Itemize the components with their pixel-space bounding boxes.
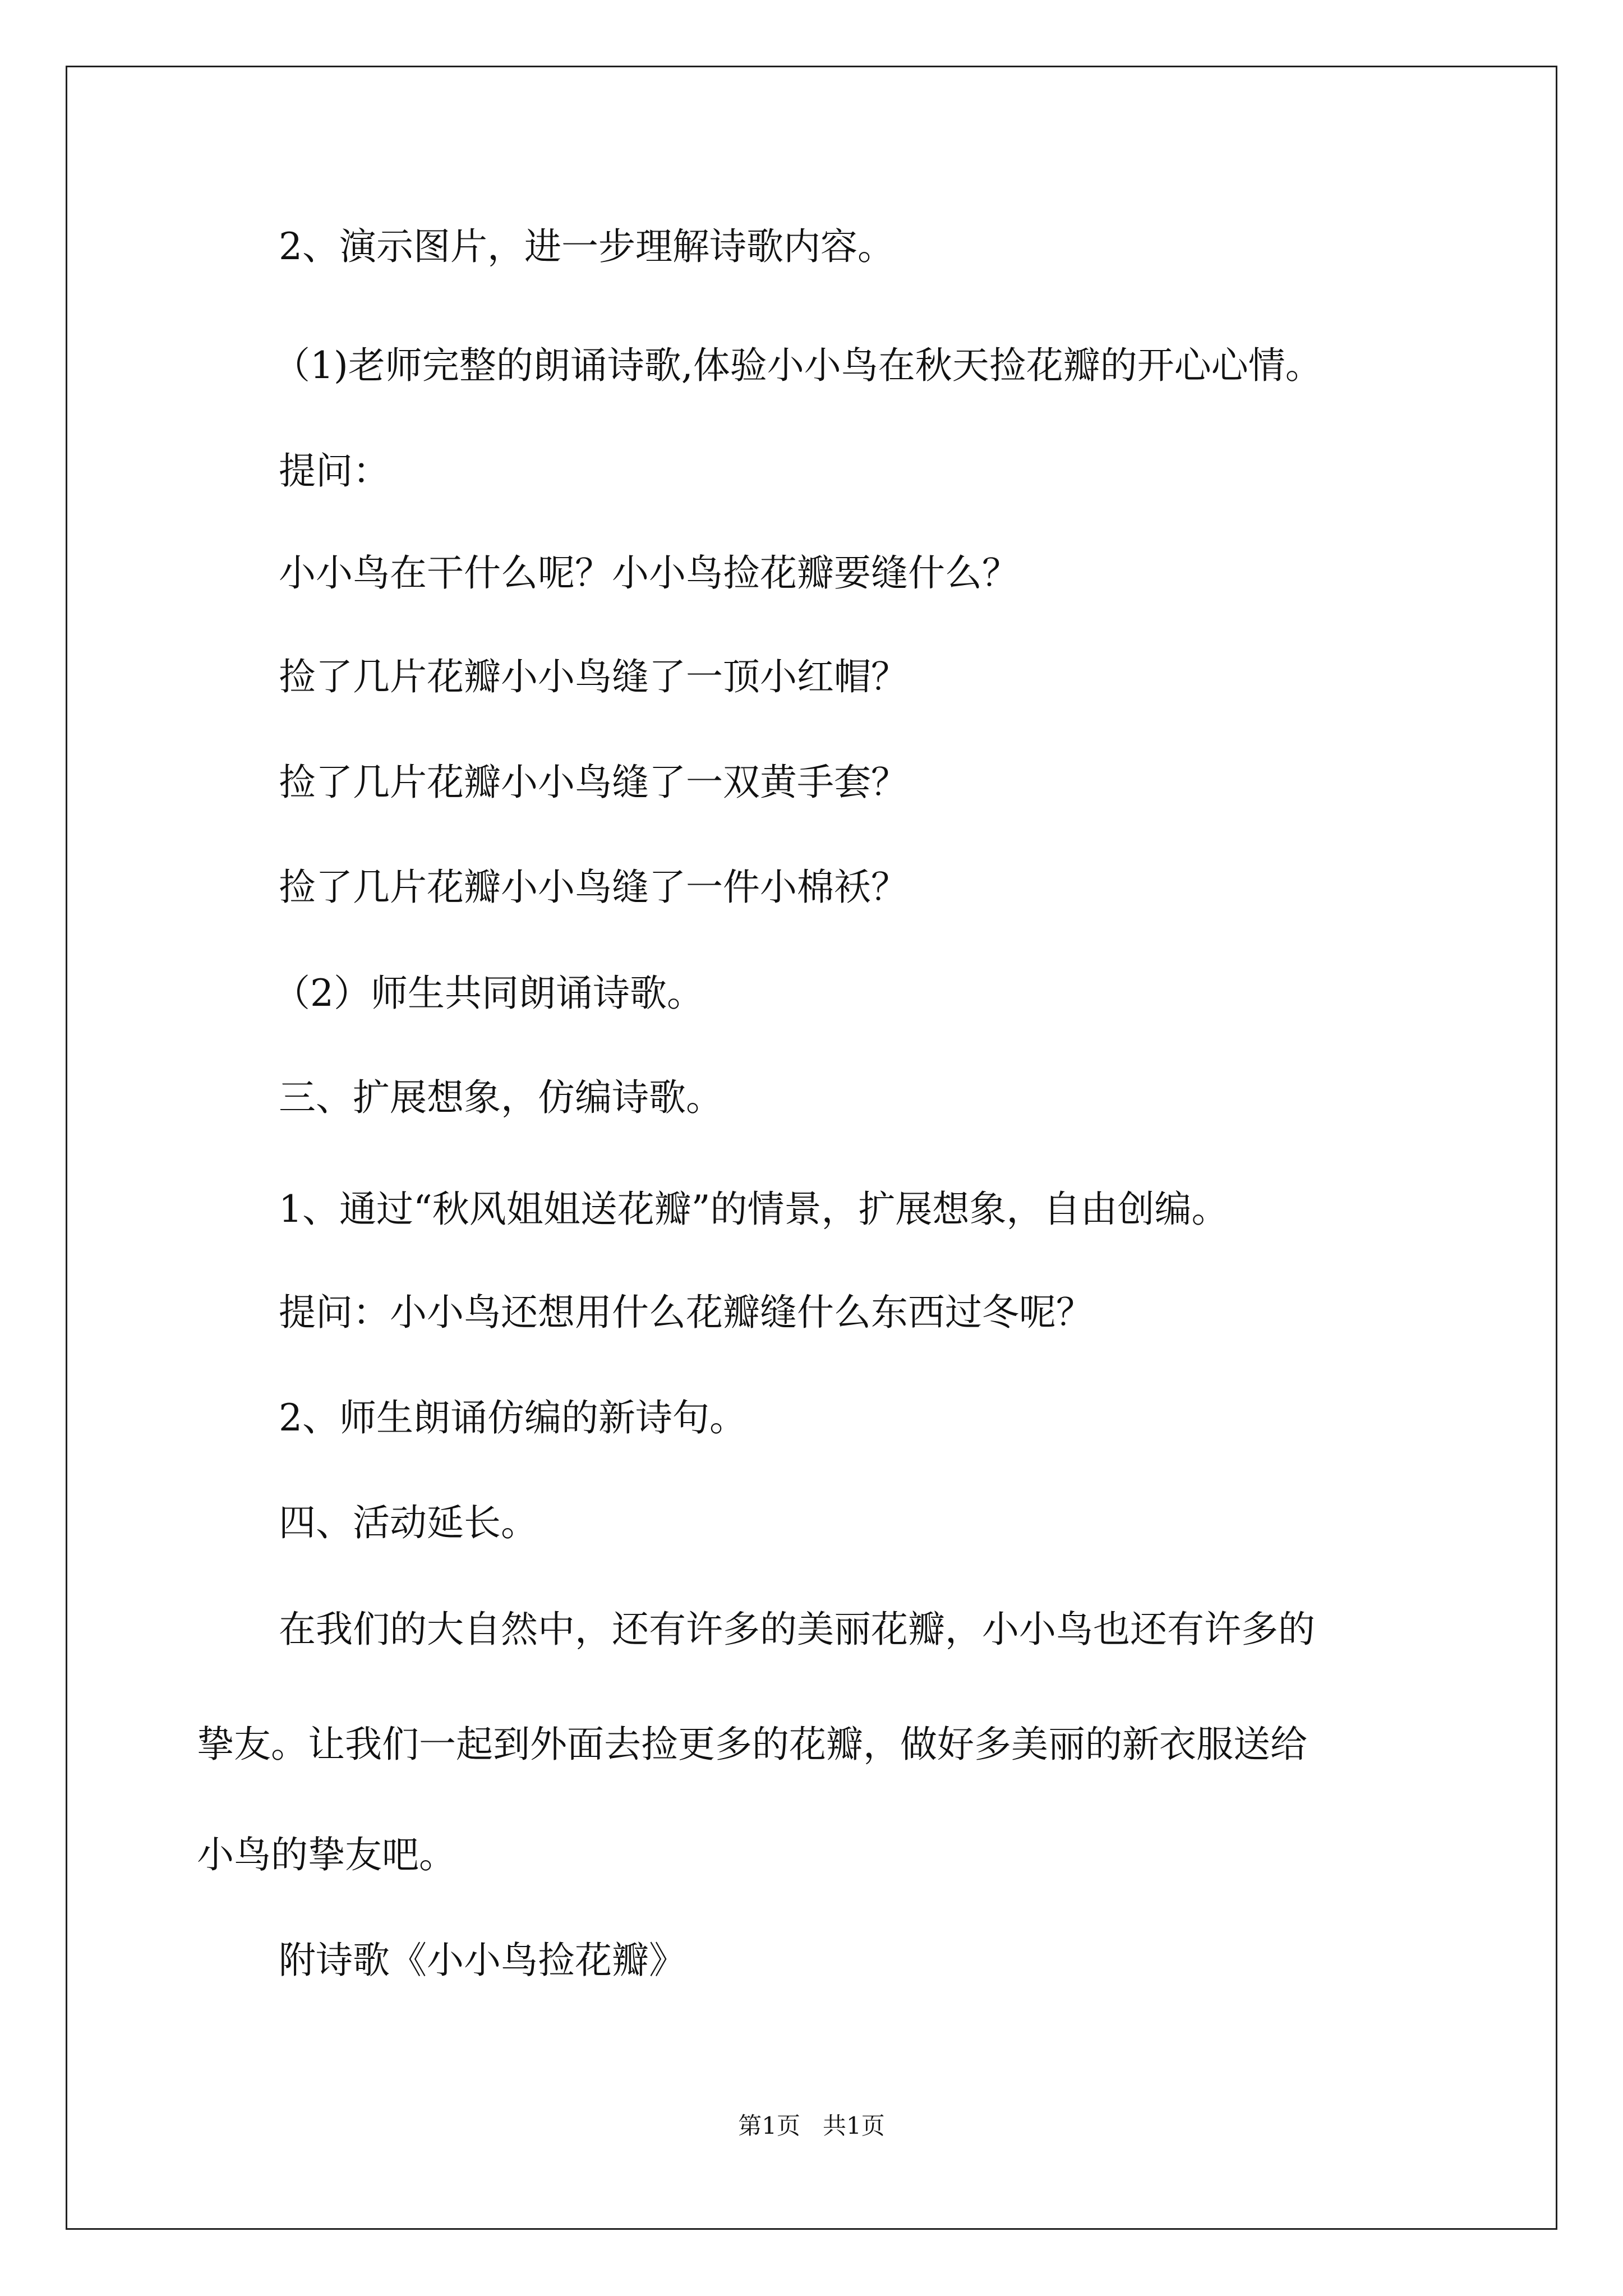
section-3-heading: 三、扩展想象，仿编诗歌。 xyxy=(279,1076,723,1119)
paragraph-step-2-1: （1)老师完整的朗诵诗歌,体验小小鸟在秋天捡花瓣的开心心情。 xyxy=(273,344,1322,387)
section-4-heading: 四、活动延长。 xyxy=(279,1501,538,1544)
paragraph-step-3-2: 2、师生朗诵仿编的新诗句。 xyxy=(279,1396,746,1439)
paragraph-step-2-2: （2）师生共同朗诵诗歌。 xyxy=(273,972,704,1015)
paragraph-question-1: 小小鸟在干什么呢？小小鸟捡花瓣要缝什么？ xyxy=(279,551,1019,595)
paragraph-extension-line-1: 在我们的大自然中，还有许多的美丽花瓣，小小鸟也还有许多的 xyxy=(279,1608,1315,1651)
page-number-footer: 第1页 共1页 xyxy=(738,2112,885,2139)
paragraph-question-2: 捡了几片花瓣小小鸟缝了一顶小红帽？ xyxy=(279,655,908,698)
paragraph-step-3-1: 1、通过“秋风姐姐送花瓣”的情景，扩展想象，自由创编。 xyxy=(279,1188,1229,1231)
paragraph-question-4: 捡了几片花瓣小小鸟缝了一件小棉袄？ xyxy=(279,866,908,909)
paragraph-extension-line-3: 小鸟的挚友吧。 xyxy=(197,1833,456,1876)
paragraph-step-2-heading: 2、演示图片，进一步理解诗歌内容。 xyxy=(279,225,895,268)
paragraph-extension-line-2: 挚友。让我们一起到外面去捡更多的花瓣，做好多美丽的新衣服送给 xyxy=(197,1723,1307,1766)
paragraph-question-3: 捡了几片花瓣小小鸟缝了一双黄手套？ xyxy=(279,761,908,804)
page-border xyxy=(66,66,1557,2230)
paragraph-step-3-question: 提问：小小鸟还想用什么花瓣缝什么东西过冬呢？ xyxy=(279,1291,1093,1334)
paragraph-question-label: 提问： xyxy=(279,449,390,493)
appendix-poem-title: 附诗歌《小小鸟捡花瓣》 xyxy=(279,1939,686,1982)
